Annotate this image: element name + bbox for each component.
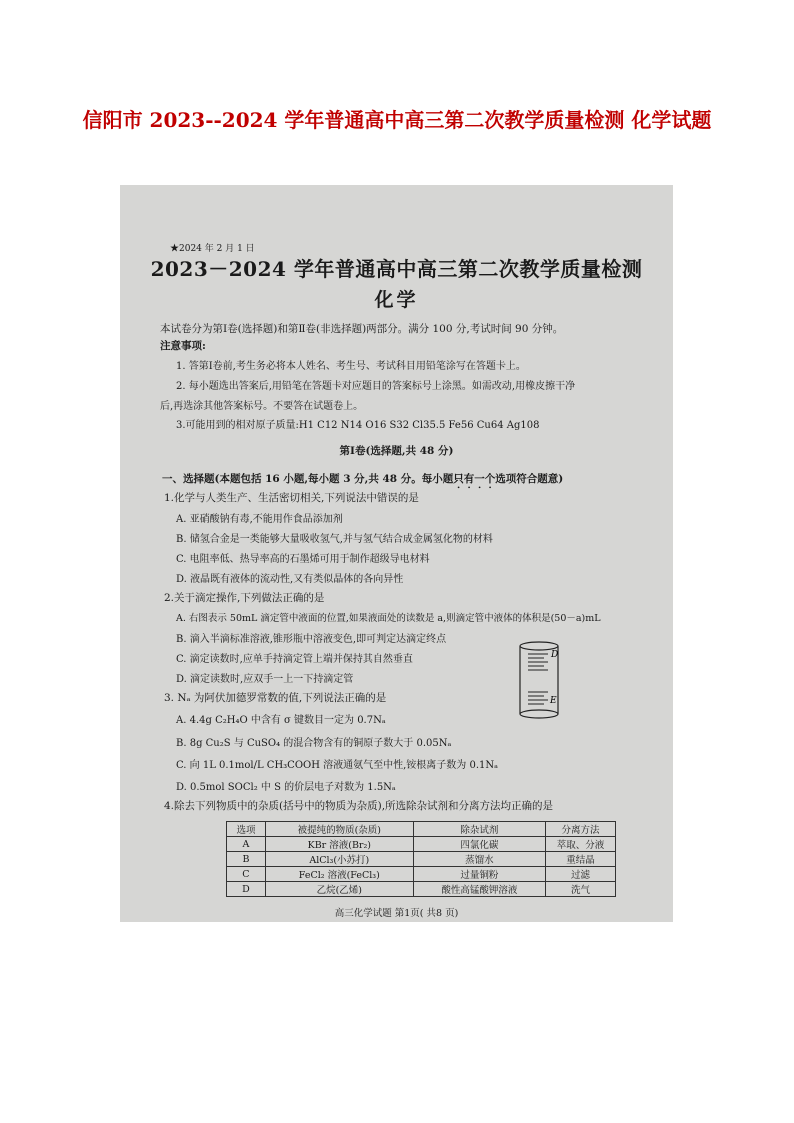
table-row [227, 867, 616, 882]
q1-stem: 1.化学与人类生产、生活密切相关,下列说法中错误的是 [164, 492, 419, 504]
header-cell: 除杂试剂 [413, 822, 545, 837]
table-cell: 洗气 [545, 882, 615, 897]
q2-stem: 2.关于滴定操作,下列做法正确的是 [164, 592, 325, 604]
exam-date: ★2024 年 2 月 1 日 [170, 244, 255, 254]
q1-option-c: C. 电阻率低、热导率高的石墨烯可用于制作超级导电材料 [176, 554, 430, 565]
header-cell: 分离方法 [545, 822, 615, 837]
table-cell: FeCl₂ 溶液(FeCl₃) [265, 867, 413, 882]
q3-option-b: B. 8g Cu₂S 与 CuSO₄ 的混合物含有的铜原子数大于 0.05Nₐ [176, 738, 452, 749]
note-2-cont: 后,再选涂其他答案标号。不要答在试题卷上。 [160, 401, 364, 412]
burette-label-e: E [550, 696, 557, 706]
note-1: 1. 答第Ⅰ卷前,考生务必将本人姓名、考生号、考试科目用铅笔涂写在答题卡上。 [176, 361, 526, 372]
table-cell: 过滤 [545, 867, 615, 882]
q3-option-a: A. 4.4g C₂H₄O 中含有 σ 键数目一定为 0.7Nₐ [176, 715, 386, 726]
notice-label: 注意事项: [160, 340, 206, 352]
exam-subject: 化学 [374, 289, 419, 311]
q1-option-b: B. 储氢合金是一类能够大量吸收氢气,并与氢气结合成金属氢化物的材料 [176, 534, 493, 545]
table-cell: A [227, 837, 266, 852]
q2-option-a: A. 右图表示 50mL 滴定管中液面的位置,如果液面处的读数是 a,则滴定管中液体的体积是(50－a)mL [176, 613, 601, 624]
exam-photo [120, 185, 673, 922]
header-cell: 被提纯的物质(杂质) [265, 822, 413, 837]
table-cell: 乙烷(乙烯) [265, 882, 413, 897]
table-cell: B [227, 852, 266, 867]
q4-stem: 4.除去下列物质中的杂质(括号中的物质为杂质),所选除杂试剂和分离方法均正确的是 [164, 800, 554, 812]
table-cell: 酸性高锰酸钾溶液 [413, 882, 545, 897]
burette-diagram [514, 640, 564, 720]
exam-title: 2023－2024 学年普通高中高三第二次教学质量检测 [150, 257, 643, 281]
table-cell: AlCl₃(小苏打) [265, 852, 413, 867]
note-2: 2. 每小题选出答案后,用铅笔在答题卡对应题目的答案标号上涂黑。如需改动,用橡皮擦干净 [176, 381, 576, 392]
part-heading: 一、选择题(本题包括 16 小题,每小题 3 分,共 48 分。每小题只有一个选项符合题意) [162, 473, 564, 485]
table-row [227, 882, 616, 897]
table-cell: C [227, 867, 266, 882]
note-3: 3.可能用到的相对原子质量:H1 C12 N14 O16 S32 Cl35.5 Fe56 Cu64 Ag108 [176, 420, 540, 431]
page-footer: 高三化学试题 第1页( 共8 页) [334, 908, 459, 919]
q1-option-d: D. 液晶既有液体的流动性,又有类似晶体的各向异性 [176, 574, 404, 585]
page-title: 信阳市 2023--2024 学年普通高中高三第二次教学质量检测 化学试题 [82, 108, 712, 132]
q2-option-c: C. 滴定读数时,应单手持滴定管上端并保持其自然垂直 [176, 654, 413, 665]
table-header-row [227, 822, 616, 837]
q2-option-d: D. 滴定读数时,应双手一上一下持滴定管 [176, 674, 354, 685]
table-cell: 重结晶 [545, 852, 615, 867]
table-cell: KBr 溶液(Br₂) [265, 837, 413, 852]
header-cell: 选项 [227, 822, 266, 837]
table-cell: 过量铜粉 [413, 867, 545, 882]
section-heading: 第Ⅰ卷(选择题,共 48 分) [339, 445, 454, 457]
table-row [227, 852, 616, 867]
q2-option-b: B. 滴入半滴标准溶液,锥形瓶中溶液变色,即可判定达滴定终点 [176, 634, 447, 645]
table-cell: 四氯化碳 [413, 837, 545, 852]
q3-stem: 3. Nₐ 为阿伏加德罗常数的值,下列说法正确的是 [164, 692, 387, 704]
exam-intro: 本试卷分为第Ⅰ卷(选择题)和第Ⅱ卷(非选择题)两部分。满分 100 分,考试时间 90 分钟。 [160, 323, 564, 335]
q3-option-c: C. 向 1L 0.1mol/L CH₃COOH 溶液通氨气至中性,铵根离子数为 0.1Nₐ [176, 760, 499, 771]
q3-option-d: D. 0.5mol SOCl₂ 中 S 的价层电子对数为 1.5Nₐ [176, 782, 396, 793]
table-row [227, 837, 616, 852]
table-cell: D [227, 882, 266, 897]
table-cell: 萃取、分液 [545, 837, 615, 852]
q4-table [226, 821, 616, 897]
burette-label-d: D [551, 650, 559, 660]
table-cell: 蒸馏水 [413, 852, 545, 867]
q1-option-a: A. 亚硝酸钠有毒,不能用作食品添加剂 [176, 514, 343, 525]
